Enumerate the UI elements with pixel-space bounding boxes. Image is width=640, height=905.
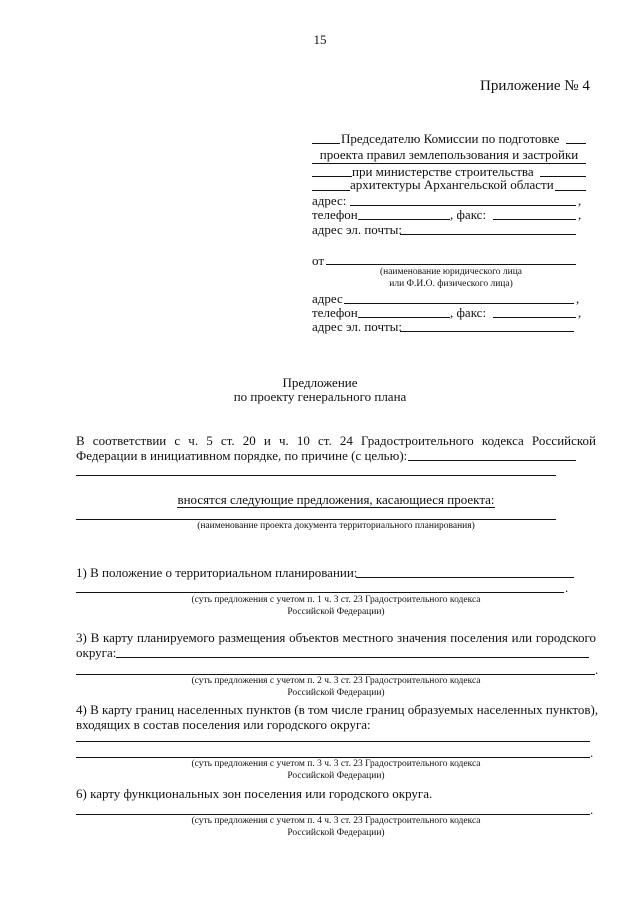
dot: . xyxy=(590,802,594,817)
item-3-text-1: 3) В карту планируемого размещения объектов местного значения поселения или городского xyxy=(76,630,596,645)
reason-field-2[interactable] xyxy=(76,475,556,476)
item-4-text-2: входящих в состав поселения или городского округа: xyxy=(76,717,371,732)
item-6-field[interactable] xyxy=(76,814,590,815)
item-3-hint-1: (суть предложения с учетом п. 2 ч. 3 ст. 23 Градостроительного кодекса xyxy=(191,676,481,686)
addressee-line-3: при министерстве строительства xyxy=(352,164,534,179)
comma: , xyxy=(576,291,580,306)
dot: . xyxy=(590,745,594,760)
addressee-phone-label: телефон xyxy=(312,207,358,222)
reason-field[interactable] xyxy=(408,460,576,461)
project-name-field[interactable] xyxy=(76,519,556,520)
sender-hint-1: (наименование юридического лица xyxy=(379,267,523,277)
addressee-email-field[interactable] xyxy=(400,234,576,235)
comma: , xyxy=(578,193,582,208)
addressee-email-label: адрес эл. почты: xyxy=(312,222,403,237)
dot: . xyxy=(595,662,599,677)
item-6-text: 6) карту функциональных зон поселения или городского округа. xyxy=(76,786,433,801)
addressee-address-label: адрес: xyxy=(312,193,347,208)
item-4-field[interactable] xyxy=(76,741,590,742)
item-4-hint-2: Российской Федерации) xyxy=(287,771,385,781)
document-title: Предложение xyxy=(282,375,358,390)
addressee-line-2: проекта правил землепользования и застройки xyxy=(312,147,586,164)
item-1-hint-2: Российской Федерации) xyxy=(287,607,385,617)
sender-hint-2: или Ф.И.О. физического лица) xyxy=(389,279,513,289)
document-subtitle: по проекту генерального плана xyxy=(233,389,407,404)
item-1-field[interactable] xyxy=(356,577,574,578)
item-4-text-1: 4) В карту границ населенных пунктов (в том числе границ образуемых населенных пунктов), xyxy=(76,702,599,717)
item-3-field-2[interactable] xyxy=(76,674,595,675)
item-3-field[interactable] xyxy=(116,657,589,658)
proposals-heading xyxy=(76,492,596,508)
comma: , xyxy=(578,305,582,320)
page-number: 15 xyxy=(313,32,327,47)
dot: . xyxy=(565,580,569,595)
appendix-label: Приложение № 4 xyxy=(480,78,590,94)
item-6-hint-1: (суть предложения с учетом п. 4 ч. 3 ст. 23 Градостроительного кодекса xyxy=(191,816,481,826)
sender-from-label: от xyxy=(312,253,325,268)
sender-name-field[interactable] xyxy=(326,264,576,265)
addressee-fax-label: , факс: xyxy=(450,207,487,222)
addressee-line-1: Председателю Комиссии по подготовке xyxy=(341,131,560,146)
addressee-phone-field[interactable] xyxy=(358,219,450,220)
intro-line-2: Федерации в инициативном порядке, по причине (с целью): xyxy=(76,448,408,463)
item-4-hint-1: (суть предложения с учетом п. 3 ч. 3 ст. 23 Градостроительного кодекса xyxy=(191,759,481,769)
item-6-hint-2: Российской Федерации) xyxy=(287,828,385,838)
sender-fax-field[interactable] xyxy=(493,317,576,318)
project-hint: (наименование проекта документа территориального планирования) xyxy=(197,521,475,531)
sender-address-label: адрес xyxy=(312,291,343,306)
sender-phone-label: телефон xyxy=(312,305,358,320)
sender-email-field[interactable] xyxy=(400,331,574,332)
sender-fax-label: , факс: xyxy=(450,305,487,320)
comma: , xyxy=(578,207,582,222)
item-3-hint-2: Российской Федерации) xyxy=(287,688,385,698)
sender-phone-field[interactable] xyxy=(358,317,450,318)
addressee-address-field[interactable] xyxy=(350,205,576,206)
sender-email-label: адрес эл. почты: xyxy=(312,319,403,334)
item-3-text-2: округа: xyxy=(76,645,117,660)
item-1-hint-1: (суть предложения с учетом п. 1 ч. 3 ст. 23 Градостроительного кодекса xyxy=(191,595,481,605)
item-1-field-2[interactable] xyxy=(76,592,564,593)
addressee-fax-field[interactable] xyxy=(493,219,576,220)
item-1-text: 1) В положение о территориальном планировании: xyxy=(76,565,358,580)
proposals-heading-text: вносятся следующие предложения, касающиеся проекта: xyxy=(177,492,495,507)
addressee-line-4: архитектуры Архангельской области xyxy=(350,177,554,192)
sender-address-field[interactable] xyxy=(344,303,574,304)
intro-line-1: В соответствии с ч. 5 ст. 20 и ч. 10 ст. 24 Градостроительного кодекса Российской xyxy=(76,433,596,448)
item-4-field-2[interactable] xyxy=(76,757,590,758)
